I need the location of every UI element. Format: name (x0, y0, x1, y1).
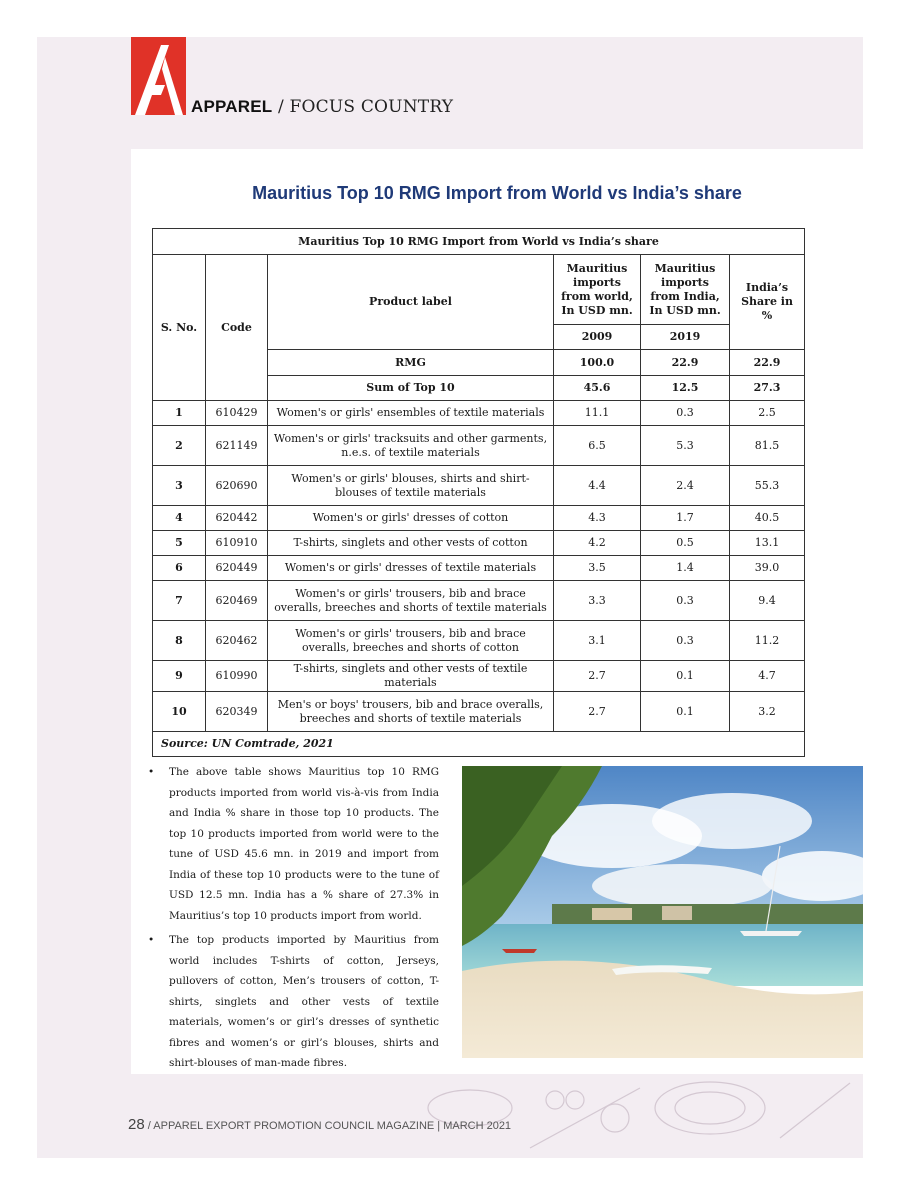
bullet-text: The top products imported by Mauritius from world includes T-shirts of cotton, Jerseys, pullovers of cotton, Men’s trousers of cotton, T-shirts, singlets and other vests of textile materials, women’s or girl’s dresses of synthetic fibres and women’s or girl’s blouses, shirts and shirt-blouses of man-made fibres. (169, 934, 439, 1069)
summary-world: 100.0 (554, 350, 641, 376)
header-world: Mauritius imports from world, In USD mn. (554, 255, 641, 325)
page-number: 28 (128, 1116, 145, 1133)
cell-code: 620442 (206, 506, 268, 531)
header-share: India’s Share in % (730, 255, 805, 350)
cell-share: 9.4 (730, 581, 805, 621)
header-year-india: 2019 (641, 325, 730, 350)
section-name: / FOCUS COUNTRY (277, 97, 454, 117)
cell-world: 3.5 (554, 556, 641, 581)
cell-product: Women's or girls' blouses, shirts and shirt-blouses of textile materials (268, 466, 554, 506)
cell-product: T-shirts, singlets and other vests of cotton (268, 531, 554, 556)
cell-india: 0.3 (641, 401, 730, 426)
cell-share: 81.5 (730, 426, 805, 466)
cell-code: 620449 (206, 556, 268, 581)
header-product: Product label (268, 255, 554, 350)
cell-world: 4.3 (554, 506, 641, 531)
table-row (153, 581, 805, 621)
summary-share: 22.9 (730, 350, 805, 376)
table-row (153, 661, 805, 692)
cell-world: 4.2 (554, 531, 641, 556)
rmg-import-table (152, 228, 805, 757)
cell-world: 2.7 (554, 692, 641, 732)
cell-share: 2.5 (730, 401, 805, 426)
table-row (153, 466, 805, 506)
cell-india: 5.3 (641, 426, 730, 466)
cell-sno: 7 (153, 581, 206, 621)
page-heading: Mauritius Top 10 RMG Import from World vs India’s share (252, 183, 742, 203)
list-item (145, 930, 439, 1074)
cell-share: 11.2 (730, 621, 805, 661)
cell-india: 0.5 (641, 531, 730, 556)
beach-photo (462, 766, 863, 1058)
bullet-icon: • (148, 766, 155, 778)
table-row (153, 621, 805, 661)
cell-code: 620349 (206, 692, 268, 732)
cell-product: Men's or boys' trousers, bib and brace overalls, breeches and shorts of textile materials (268, 692, 554, 732)
cell-sno: 1 (153, 401, 206, 426)
cell-product: Women's or girls' tracksuits and other garments, n.e.s. of textile materials (268, 426, 554, 466)
summary-india: 12.5 (641, 376, 730, 401)
header-brand (191, 97, 453, 117)
cell-sno: 3 (153, 466, 206, 506)
cell-india: 1.4 (641, 556, 730, 581)
cell-product: Women's or girls' ensembles of textile materials (268, 401, 554, 426)
header-code: Code (206, 255, 268, 401)
cell-code: 620690 (206, 466, 268, 506)
summary-india: 22.9 (641, 350, 730, 376)
cell-sno: 4 (153, 506, 206, 531)
table-row (153, 426, 805, 466)
cell-product: Women's or girls' dresses of textile materials (268, 556, 554, 581)
cell-code: 610910 (206, 531, 268, 556)
table-row (153, 401, 805, 426)
cell-share: 13.1 (730, 531, 805, 556)
cell-product: T-shirts, singlets and other vests of textile materials (268, 661, 554, 692)
cell-product: Women's or girls' dresses of cotton (268, 506, 554, 531)
cell-world: 2.7 (554, 661, 641, 692)
cell-share: 39.0 (730, 556, 805, 581)
bullet-text: The above table shows Mauritius top 10 RMG products imported from world vis-à-vis from India and India % share in those top 10 products. The top 10 products imported from world were to the tune of USD 45.6 mn. in 2019 and import from India of these top 10 products were to the tune of USD 12.5 mn. India has a % share of 27.3% in Mauritius’s top 10 products import from world. (169, 766, 439, 922)
cell-share: 3.2 (730, 692, 805, 732)
header-india: Mauritius imports from India, In USD mn. (641, 255, 730, 325)
cell-india: 1.7 (641, 506, 730, 531)
cell-code: 620469 (206, 581, 268, 621)
table-row (153, 506, 805, 531)
cell-code: 621149 (206, 426, 268, 466)
cell-product: Women's or girls' trousers, bib and brace overalls, breeches and shorts of textile materials (268, 581, 554, 621)
cell-share: 55.3 (730, 466, 805, 506)
cell-india: 2.4 (641, 466, 730, 506)
cell-india: 0.1 (641, 661, 730, 692)
summary-share: 27.3 (730, 376, 805, 401)
commentary-list (145, 762, 439, 1078)
cell-product: Women's or girls' trousers, bib and brace overalls, breeches and shorts of cotton (268, 621, 554, 661)
cell-sno: 6 (153, 556, 206, 581)
cell-india: 0.1 (641, 692, 730, 732)
cell-share: 4.7 (730, 661, 805, 692)
cell-world: 4.4 (554, 466, 641, 506)
table-source: Source: UN Comtrade, 2021 (153, 732, 805, 757)
footer-text: APPAREL EXPORT PROMOTION COUNCIL MAGAZINE | MARCH 2021 (153, 1120, 512, 1132)
footer-separator: / (147, 1120, 151, 1132)
cell-india: 0.3 (641, 581, 730, 621)
summary-label: RMG (268, 350, 554, 376)
cell-sno: 9 (153, 661, 206, 692)
page-footer (128, 1116, 511, 1133)
header-year-world: 2009 (554, 325, 641, 350)
cell-code: 610429 (206, 401, 268, 426)
table-row (153, 692, 805, 732)
brand-name: APPAREL (191, 97, 273, 116)
cell-world: 11.1 (554, 401, 641, 426)
cell-sno: 5 (153, 531, 206, 556)
table-caption: Mauritius Top 10 RMG Import from World vs India’s share (153, 229, 805, 255)
bullet-icon: • (148, 934, 155, 946)
summary-world: 45.6 (554, 376, 641, 401)
cell-world: 3.1 (554, 621, 641, 661)
cell-share: 40.5 (730, 506, 805, 531)
summary-label: Sum of Top 10 (268, 376, 554, 401)
cell-india: 0.3 (641, 621, 730, 661)
table-row (153, 531, 805, 556)
cell-sno: 2 (153, 426, 206, 466)
header-sno: S. No. (153, 255, 206, 401)
cell-code: 610990 (206, 661, 268, 692)
list-item (145, 762, 439, 926)
cell-world: 3.3 (554, 581, 641, 621)
cell-sno: 10 (153, 692, 206, 732)
table-body (153, 401, 805, 732)
cell-code: 620462 (206, 621, 268, 661)
cell-sno: 8 (153, 621, 206, 661)
apparel-logo (131, 37, 186, 115)
table-row (153, 556, 805, 581)
cell-world: 6.5 (554, 426, 641, 466)
